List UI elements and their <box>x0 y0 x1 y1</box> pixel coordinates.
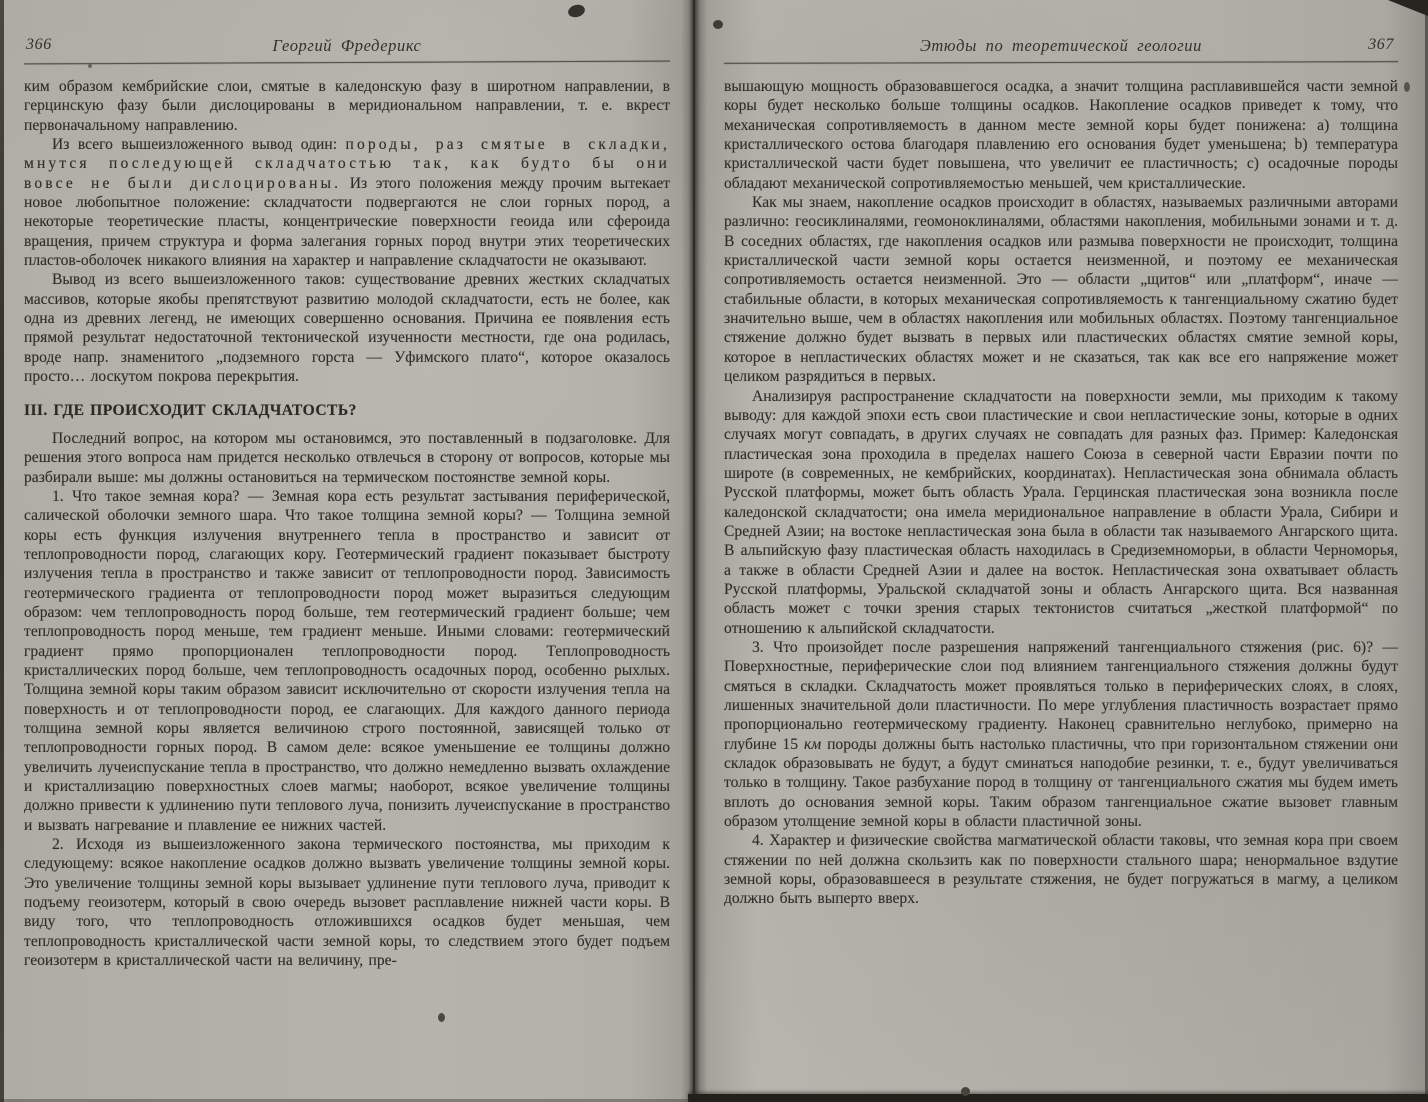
page-header-right <box>724 28 1398 62</box>
text-segment: 3. Что произойдет после разрешения напряжений тангенциального стяжения (рис. 6)? — Поверхностные, периферические слои под влиянием тангенциального стяжения должны будут смяться в складки. Складчатость может проявляться только в периферических слоях, в слоях, лишенных значительной доли пластичности. По мере углубления пластичность возрастает прямо пропорционально геотермическому градиенту. Наконец сравнительно неглубоко, примерно на глубине 15 <box>724 638 1398 753</box>
ink-speck <box>713 20 723 29</box>
paragraph <box>24 429 670 487</box>
page-number-left: 366 <box>26 36 52 53</box>
ink-speck <box>961 1087 970 1096</box>
text-column-left <box>24 77 670 970</box>
scan-edge-left <box>0 0 4 1102</box>
ink-speck <box>438 1013 445 1022</box>
text-segment: 4. Характер и физические свойства магматической области таковы, что земная кора при своем стяжении по ней должна скользить как по поверхности стального шара; ненормальное вздутие земной коры, образовавшееся в результате стяжения, не будет погружаться в магму, а целиком должно быть выперто вверх. <box>724 832 1398 908</box>
page-header-left <box>24 28 670 62</box>
text-segment: вышающую мощность образовавшегося осадка, а значит толщина расплавившейся части земной коры будет несколько больше толщины осадков. Накопление осадков приведет к тому, что механическая сопротивляемость в данном месте земной коры будет понижена: а) толщина кристаллического остова благодаря плавлению его основания будет уменьшена; b) температура кристаллической части будет повышена, что увеличит ее пластичность; с) осадочные породы обладают механической сопротивляемостью меньшей, чем кристаллические. <box>724 78 1398 192</box>
page-number-right: 367 <box>1368 36 1394 53</box>
text-segment-spaced: породы, раз смятые в складки, мнутся последующей складчатостью так, как будто бы они вовсе не были дислоцированы. <box>24 136 670 192</box>
text-segment: ким образом кембрийские слои, смятые в каледонскую фазу в широтном направлении, в герцинскую фазу были дислоцированы в меридиональном направлении, т. е. вкрест первоначальному направлению. <box>24 78 670 134</box>
paragraph <box>24 270 670 386</box>
text-segment: Как мы знаем, накопление осадков происходит в областях, называемых различными авторами различно: геосиклиналями, геомоноклиналями, областями накопления, мобильными зонами и т. д. В соседних областях, где накопления осадков или размыва поверхности не происходит, толщина кристаллической части земной коры остается неизменной, и поэтому ее механическая сопротивляемость остается неизменной. Это — области „щитов“ или „платформ“, иначе — стабильные области, в которых механическая сопротивляемость к тангенциальному сжатию будет значительно выше, чем в областях накопления или мобильных областях. Поэтому тангенциальное стяжение должно будет вызвать в первых или пластических областях смятие земной коры, которое в непластических областях может и не сказаться, так как все его напряжение может целиком разрядиться в первых. <box>724 194 1398 386</box>
paragraph <box>724 387 1398 638</box>
text-segment: 2. Исходя из вышеизложенного закона термического постоянства, мы приходим к следующему: всякое накопление осадков должно вызвать увеличение толщины земной коры. Это увеличение толщины земной коры вызывает удлинение пути теплового луча, приводит к подъему геоизотерм, который в свою очередь вызовет расплавление нижней части коры. В виду того, что теплопроводность отложившихся осадков будет меньшая, чем теплопроводность кристаллической части земной коры, то следствием этого будет подъем геоизотерм в кристаллической части на величину, пре- <box>24 836 670 970</box>
text-segment: Из всего вышеизложенного вывод один: <box>52 136 346 154</box>
ink-speck <box>567 3 587 19</box>
ink-speck <box>88 64 92 68</box>
paragraph <box>24 835 670 970</box>
text-segment: Анализируя распространение складчатости на поверхности земли, мы приходим к такому выводу: для каждой эпохи есть свои пластические и свои непластические зоны, которые в одних случаях могут совпадать, в других случаях не совпадать для разных фаз. Пример: Каледонская пластическая зона проходила в пределах нашего Союза в северной части Евразии почти по широте (в современных, не кембрийских, координатах). Непластическая зона обнимала область Русской платформы, может быть область Урала. Герцинская пластическая зона возникла после каледонской складчатости; она имела меридиональное направление в области Урала, Сибири и Средней Азии; на востоке непластическая зона была в области так называемого Ангарского щита. В альпийскую фазу пластическая область находилась в Средиземноморьи, в области Черноморья, а также в области Средней Азии и далее на восток. Непластическая зона охватывает область Русской платформы, Уральской складчатой зоны и область Ангарского щита. Вся названная область может с точки зрения старых тектонистов считаться „жесткой платформой“ по отношению к альпийской складчатости. <box>724 387 1398 637</box>
paragraph <box>24 487 670 835</box>
section-heading <box>24 401 670 420</box>
text-column-right <box>724 77 1398 909</box>
page-gutter <box>681 0 707 1102</box>
paragraph <box>24 77 670 135</box>
scan-bottom-shadow <box>688 1094 1428 1102</box>
text-segment: Вывод из всего вышеизложенного таков: существование древних жестких складчатых массивов, которые якобы препятствуют развитию молодой складчатости, есть не более, как одна из древних легенд, не имеющих совершенно основания. Причина ее появления есть прямой результат недостаточной тектонической изученности местности, где она родилась, вроде напр. знаменитого „подземного горста — Уфимского плато“, которое оказалось просто… лоскутом покрова перекрытия. <box>24 271 670 386</box>
text-segment: породы должны быть настолько пластичны, что при горизонтальном стяжении они складок образовывать не будут, а будут сминаться наподобие резинки, т. е., будут увеличиваться только в толщину. Такое разбухание пород в толщину от тангенциального сжатия мы будем иметь вплоть до основания земной коры. Таким образом тангенциальное сжатие вызовет главным образом утолщение земной коры в области пластичной зоны. <box>724 735 1398 831</box>
paragraph <box>724 831 1398 908</box>
running-title-right: Этюды по теоретической геологии <box>920 36 1202 55</box>
page-left <box>24 28 670 970</box>
paragraph <box>724 638 1398 831</box>
ink-speck <box>1404 82 1410 92</box>
text-segment: Последний вопрос, на котором мы остановимся, это поставленный в подзаголовке. Для решения этого вопроса нам придется несколько отвлечься в сторону от вопросов, которые мы разбирали выше: мы должны остановиться на термическом постоянстве земной коры. <box>24 429 670 486</box>
text-segment-italic: км <box>803 735 822 753</box>
paragraph <box>724 193 1398 386</box>
text-segment: 1. Что такое земная кора? — Земная кора есть результат застывания периферической, салической оболочки земного шара. Что такое толщина земной коры? — Толщина земной коры есть функция излучения внутреннего тепла в пространство и зависит от теплопроводности пород, слагающих кору. Геотермический градиент показывает быстроту излучения тепла в пространство и также зависит от теплопроводности пород. Зависимость геотермического градиента от теплопроводности пород может выразиться следующим образом: чем теплопроводность пород больше, тем геотермический градиент больше; чем теплопроводность пород меньше, тем градиент меньше. Иными словами: геотермический градиент прямо пропорционален теплопроводности пород. Теплопроводность кристаллических пород больше, чем теплопроводность осадочных пород, особенно рыхлых. Толщина земной коры таким образом зависит исключительно от скорости излучения тепла на поверхность и от теплопроводности пород, ее слагающих. Для каждого данного периода толщина земной коры является величиною строго постоянной, зависящей только от теплопроводности горных пород. В самом деле: всякое уменьшение ее толщины должно увеличить лучеиспускание тепла в пространство, что должно немедленно вызвать охлаждение и кристаллизацию поверхностных слоев магмы; наоборот, всякое увеличение толщины должно привести к удлинению пути теплового луча, понизить лучеиспускание в пространство и вызвать нагревание и плавление ее нижних частей. <box>24 487 670 834</box>
running-title-left: Георгий Фредерикс <box>272 36 422 55</box>
text-segment: III. ГДЕ ПРОИСХОДИТ СКЛАДЧАТОСТЬ? <box>24 401 357 419</box>
text-segment: Из этого положения между прочим вытекает новое любопытное положение: складчатости подвергаются не слои горных пород, а некоторые теоретические пласты, концентрические поверхности геоида или сфероида вращения, причем структура и форма залегания горных пород внутри этих теоретических пластов-оболочек никакого влияния на характер и направление складчатости не оказывают. <box>24 174 670 270</box>
scan-corner-artifact <box>1388 0 1428 16</box>
paragraph <box>24 135 670 270</box>
page-right <box>724 28 1398 909</box>
paragraph <box>724 77 1398 193</box>
